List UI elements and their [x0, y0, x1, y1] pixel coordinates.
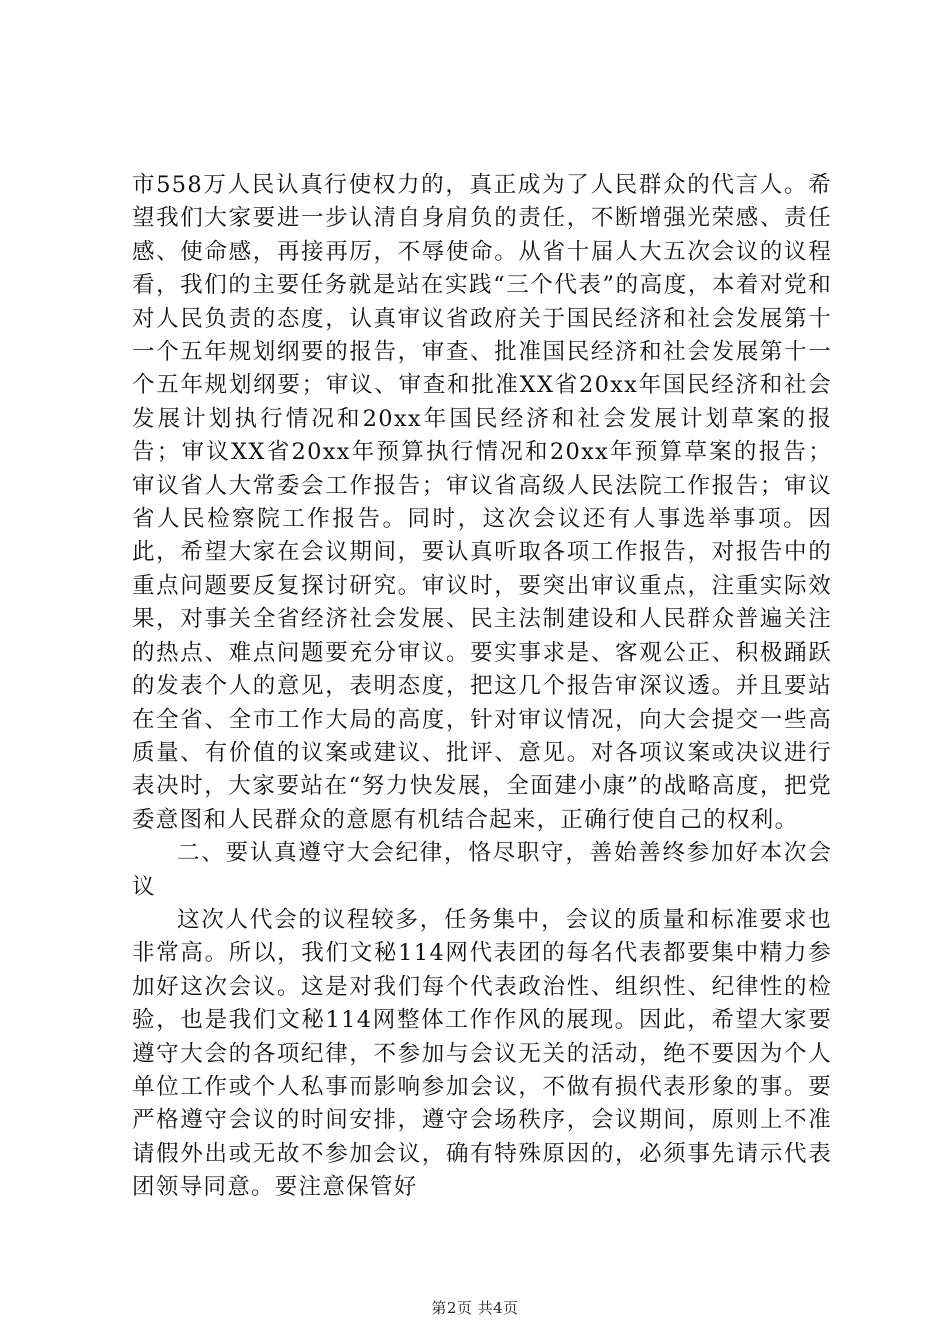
paragraph-discipline: 这次人代会的议程较多，任务集中，会议的质量和标准要求也非常高。所以，我们文秘114网代表团的每名代表都要集中精力参加好这次会议。这是对我们每个代表政治性、组织性、纪律性的检验，也是我们文秘114网整体工作作风的展现。因此，希望大家要遵守大会的各项纪律，不参加与会议无关的活动，绝不要因为个人单位工作或个人私事而影响参加会议，不做有损代表形象的事。要严格遵守会议的时间安排，遵守会场秩序，会议期间，原则上不准请假外出或无故不参加会议，确有特殊原因的，必须事先请示代表团领导同意。要注意保管好: [132, 906, 832, 1201]
paragraph-continuation: 市558万人民认真行使权力的，真正成为了人民群众的代言人。希望我们大家要进一步认清自身肩负的责任，不断增强光荣感、责任感、使命感，再接再厉，不辱使命。从省十届人大五次会议的议程看，我们的主要任务就是站在实践“三个代表”的高度，本着对党和对人民负责的态度，认真审议省政府关于国民经济和社会发展第十一个五年规划纲要的报告，审查、批准国民经济和社会发展第十一个五年规划纲要；审议、审查和批准XX省20xx年国民经济和社会发展计划执行情况和20xx年国民经济和社会发展计划草案的报告；审议XX省20xx年预算执行情况和20xx年预算草案的报告；审议省人大常委会工作报告；审议省高级人民法院工作报告；审议省人民检察院工作报告。同时，这次会议还有人事选举事项。因此，希望大家在会议期间，要认真听取各项工作报告，对报告中的重点问题要反复探讨研究。审议时，要突出审议重点，注重实际效果，对事关全省经济社会发展、民主法制建设和人民群众普遍关注的热点、难点问题要充分审议。要实事求是、客观公正、积极踊跃的发表个人的意见，表明态度，把这几个报告审深议透。并且要站在全省、全市工作大局的高度，针对审议情况，向大会提交一些高质量、有价值的议案或建议、批评、意见。对各项议案或决议进行表决时，大家要站在“努力快发展，全面建小康”的战略高度，把党委意图和人民群众的意愿有机结合起来，正确行使自己的权利。: [132, 172, 832, 833]
document-body: [132, 169, 832, 1205]
page-number-footer: 第2页 共4页: [431, 1299, 519, 1317]
section-heading-two: 二、要认真遵守大会纪律，恪尽职守，善始善终参加好本次会议: [132, 840, 832, 900]
